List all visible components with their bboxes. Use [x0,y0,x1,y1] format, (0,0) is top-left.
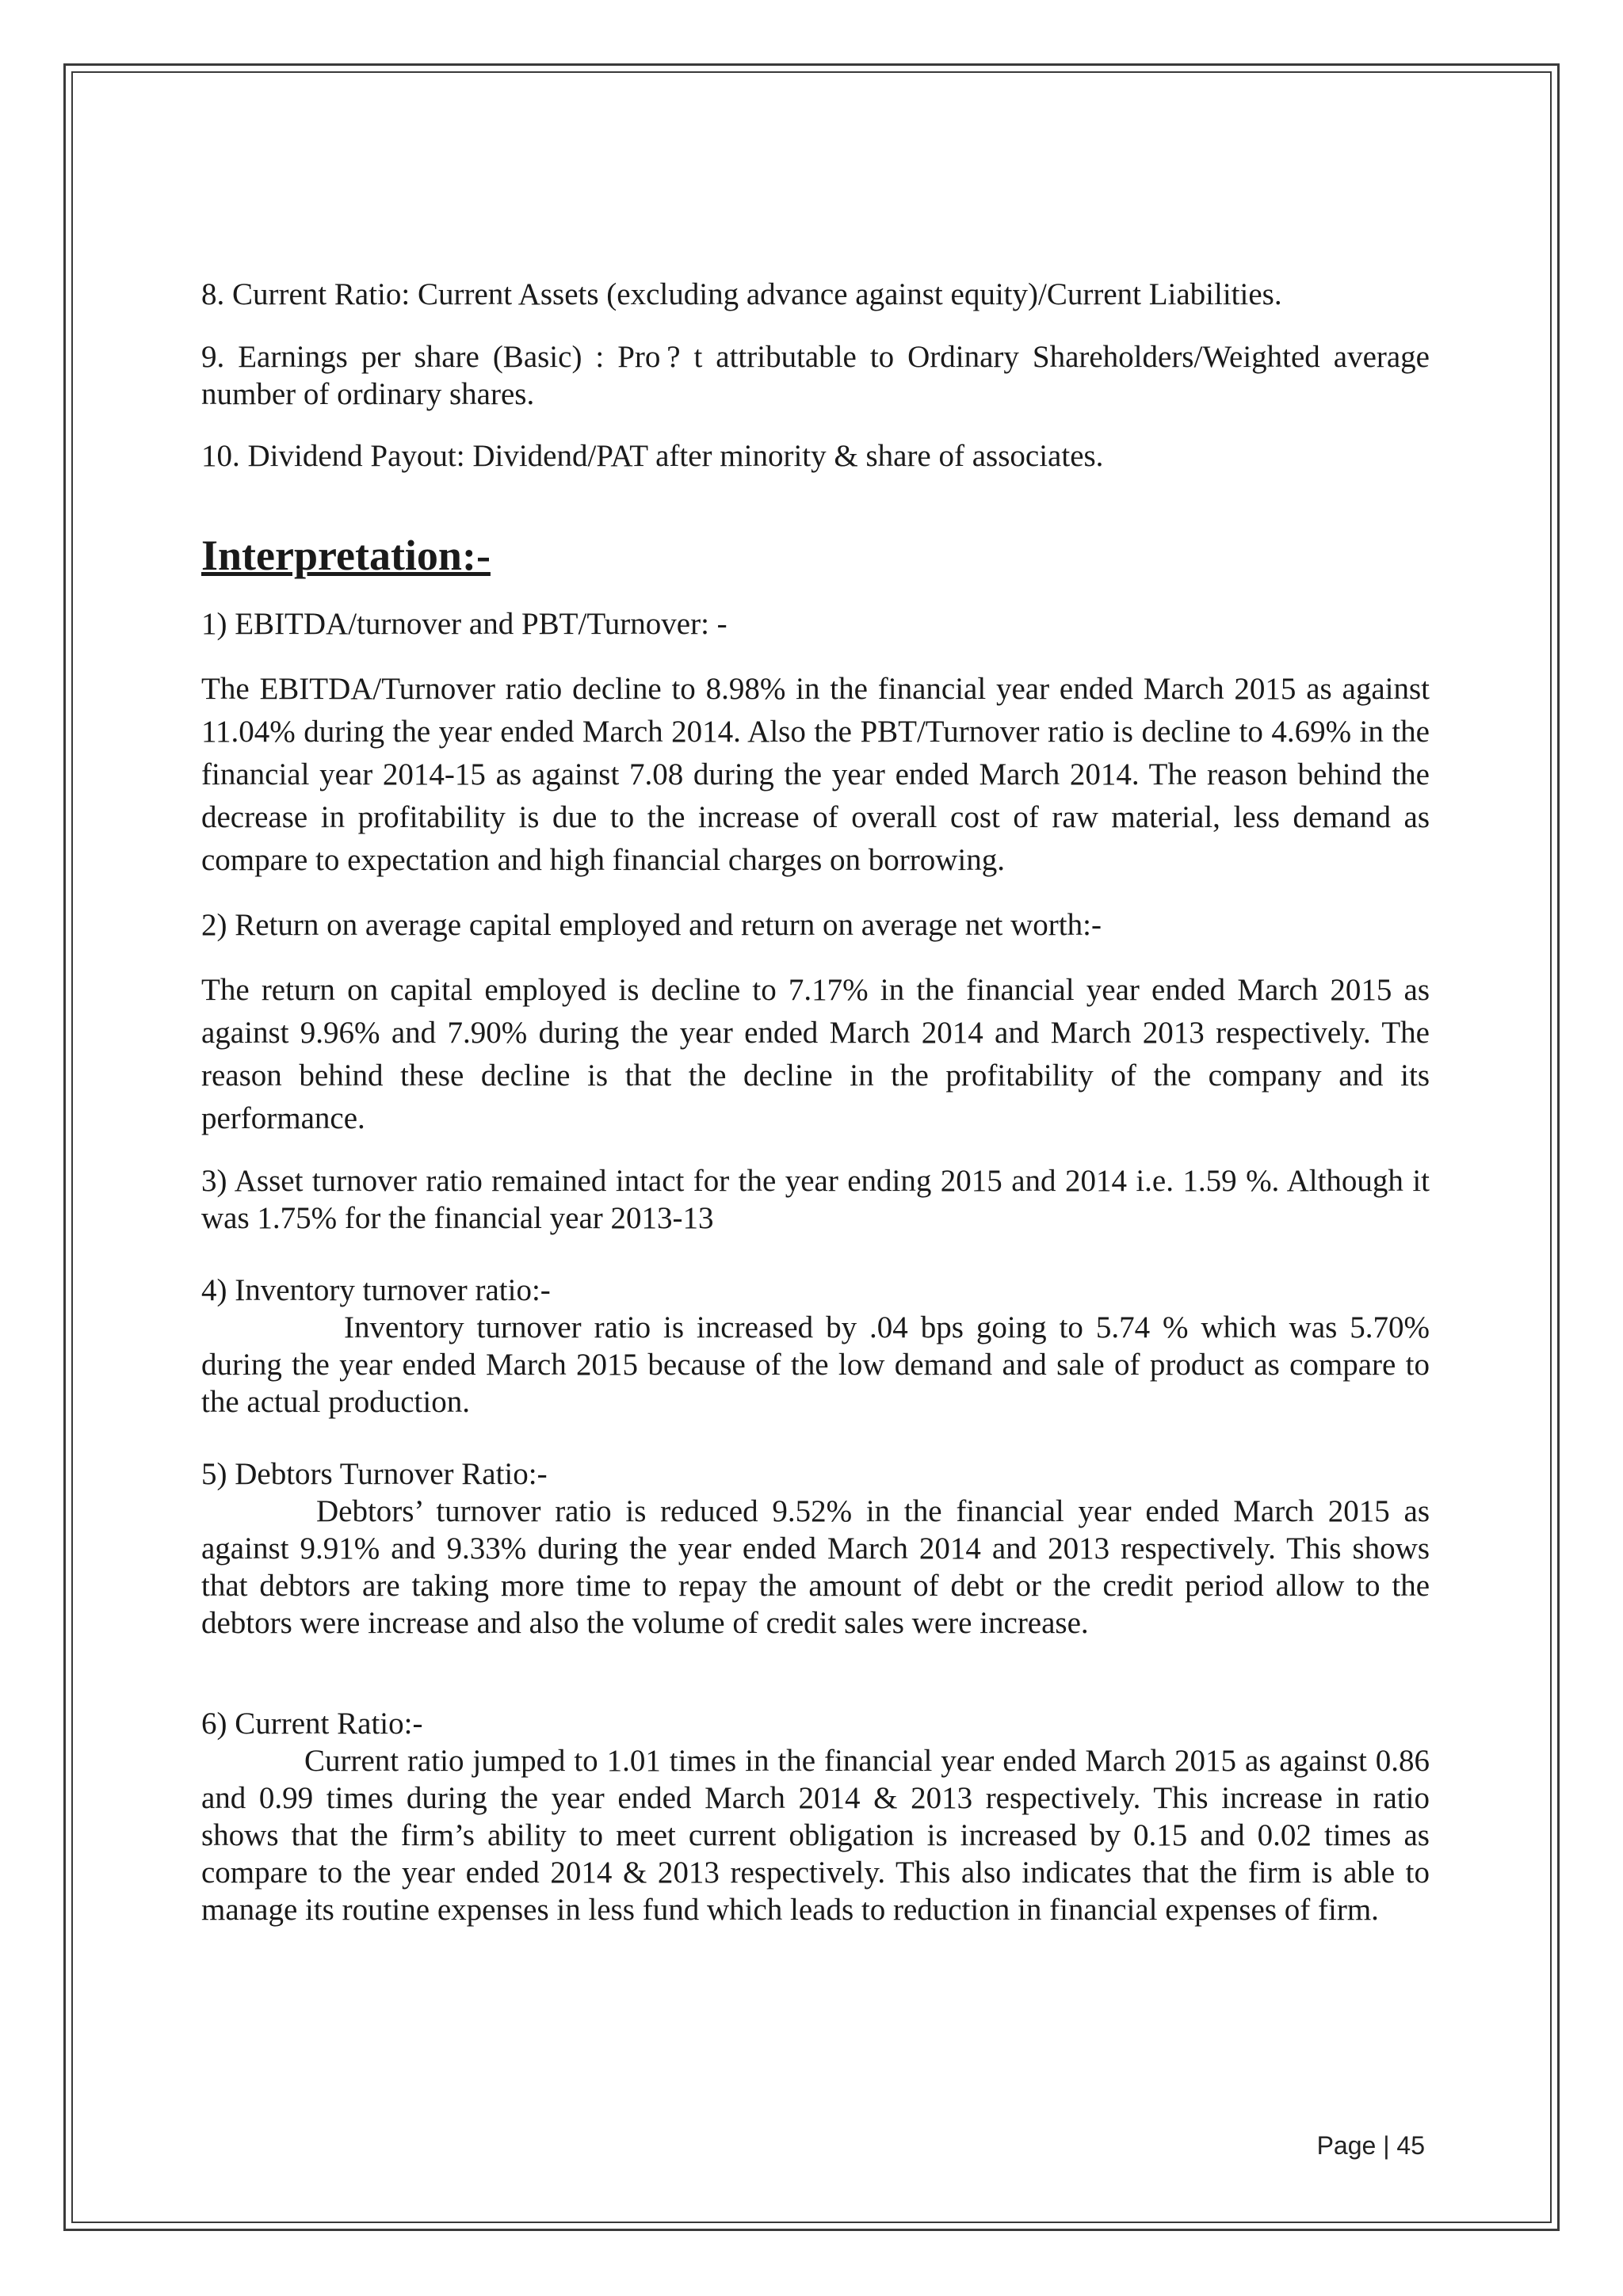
section-3-body: 3) Asset turnover ratio remained intact for the year ending 2015 and 2014 i.e. 1.59 %. Although it was 1.75% for the financial year 2013-13 [201,1164,1430,1235]
definition-dividend-payout: 10. Dividend Payout: Dividend/PAT after minority & share of associates. [201,439,1104,473]
section-6 [201,1705,1430,1928]
definition-eps: 9. Earnings per share (Basic) : Pro ? t attributable to Ordinary Shareholders/Weighted average number of ordinary shares. [201,340,1430,411]
definition-current-ratio: 8. Current Ratio: Current Assets (excluding advance against equity)/Current Liabilities. [201,277,1282,311]
section-4-body: Inventory turnover ratio is increased by .04 bps going to 5.74 % which was 5.70% during the year ended March 2015 because of the low demand and sale of product as compare to the actual production. [201,1310,1430,1419]
section-5-title: 5) Debtors Turnover Ratio:- [201,1457,548,1491]
section-4-title: 4) Inventory turnover ratio:- [201,1273,551,1307]
section-5 [201,1455,1430,1642]
section-4 [201,1272,1430,1421]
section-heading: Interpretation:- [201,532,491,579]
page-number: Page | 45 [1316,2131,1425,2160]
section-2-title: 2) Return on average capital employed and return on average net worth:- [201,908,1102,942]
document-content [201,273,1430,1963]
section-1-body: The EBITDA/Turnover ratio decline to 8.98% in the financial year ended March 2015 as against 11.04% during the year ended March 2014. Also the PBT/Turnover ratio is decline to 4.69% in the financial year 2014-15 as against 7.08 during the year ended March 2014. The reason behind the decrease in profitability is due to the increase of overall cost of raw material, less demand as compare to expectation and high financial charges on borrowing. [201,672,1430,877]
section-3 [201,1162,1430,1237]
section-5-body: Debtors’ turnover ratio is reduced 9.52% in the financial year ended March 2015 as against 9.91% and 9.33% during the year ended March 2014 and 2013 respectively. This shows that debtors are taking more time to repay the amount of debt or the credit period allow to the debtors were increase and also the volume of credit sales were increase. [201,1494,1430,1640]
section-6-title: 6) Current Ratio:- [201,1707,423,1741]
section-2-body: The return on capital employed is decline to 7.17% in the financial year ended March 2015 as against 9.96% and 7.90% during the year ended March 2014 and March 2013 respectively. The reason behind these decline is that the decline in the profitability of the company and its performance. [201,973,1430,1135]
section-1-title: 1) EBITDA/turnover and PBT/Turnover: - [201,607,727,641]
section-6-body: Current ratio jumped to 1.01 times in the financial year ended March 2015 as against 0.86 and 0.99 times during the year ended March 2014 & 2013 respectively. This increase in ratio shows that the firm’s ability to meet current obligation is increased by 0.15 and 0.02 times as compare to the year ended 2014 & 2013 respectively. This also indicates that the firm is able to manage its routine expenses in less fund which leads to reduction in financial expenses of firm. [201,1744,1430,1927]
